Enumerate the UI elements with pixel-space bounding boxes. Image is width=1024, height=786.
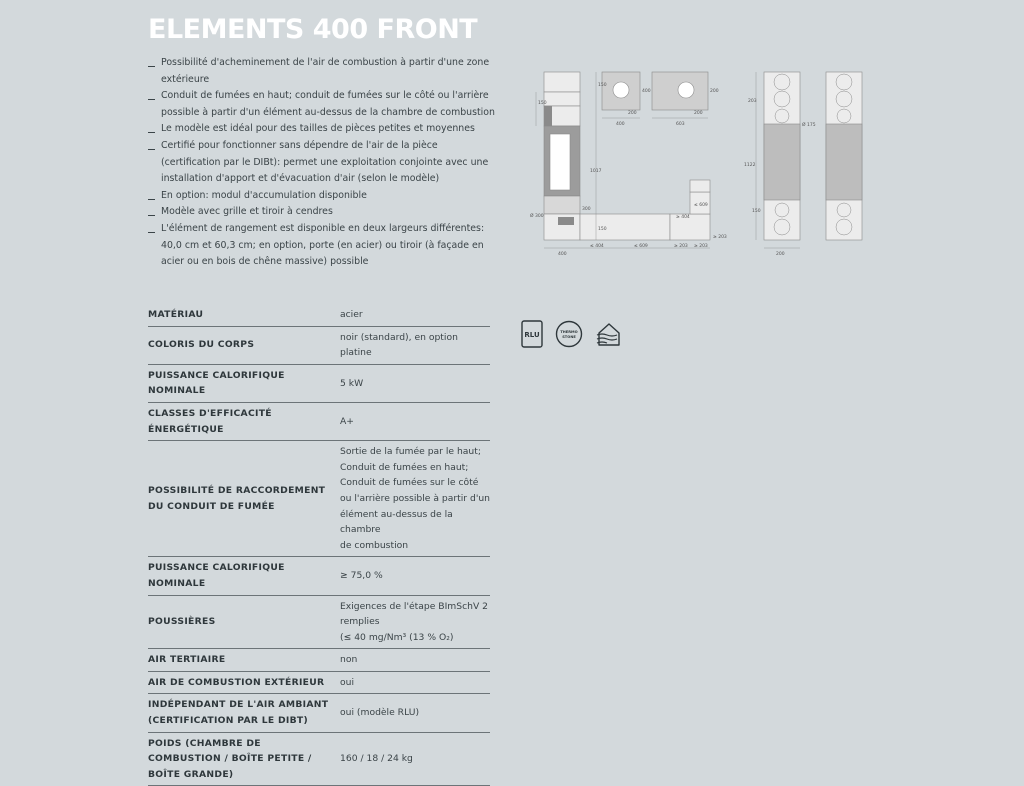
spec-table: [148, 304, 490, 786]
spec-row: [148, 732, 490, 786]
spec-label: INDÉPENDANT DE L'AIR AMBIANT (CERTIFICATION PAR LE DIBT): [148, 694, 340, 732]
dimension-label: Ø 300: [530, 214, 544, 219]
feature-item: Le modèle est idéal pour des tailles de pièces petites et moyennes: [148, 121, 498, 138]
spec-label: POUSSIÈRES: [148, 595, 340, 649]
dimension-label: 150: [598, 83, 607, 88]
dimension-label: 400: [642, 89, 651, 94]
dimension-label: 200: [776, 252, 785, 257]
spec-value: 5 kW: [340, 364, 490, 402]
svg-text:THERMO: THERMO: [560, 330, 578, 334]
dimension-label: Ø 175: [802, 123, 816, 128]
dimension-label: ≥ 203: [674, 244, 688, 249]
svg-text:STONE: STONE: [562, 335, 576, 339]
dimension-label: 200: [628, 111, 637, 116]
spec-label: MATÉRIAU: [148, 304, 340, 326]
spec-value: oui: [340, 671, 490, 694]
dimension-label: 200: [710, 89, 719, 94]
dimension-label: 1017: [590, 169, 602, 174]
thermo-stone-badge-icon: [555, 320, 583, 348]
rlu-badge-icon: [521, 320, 543, 348]
dimension-label: 300: [582, 207, 591, 212]
spec-label: POSSIBILITÉ DE RACCORDEMENT DU CONDUIT DE FUMÉE: [148, 441, 340, 557]
dimension-label: 200: [694, 111, 703, 116]
spec-value: non: [340, 649, 490, 672]
spec-value: acier: [340, 304, 490, 326]
spec-row: [148, 649, 490, 672]
spec-label: CLASSES D'EFFICACITÉ ÉNERGÉTIQUE: [148, 402, 340, 440]
dimension-label: ≥ 404: [676, 215, 690, 220]
dimension-label: ≥ 203: [694, 244, 708, 249]
spec-row: [148, 364, 490, 402]
dimension-label: 1122: [744, 163, 756, 168]
spec-label: COLORIS DU CORPS: [148, 326, 340, 364]
dimension-label: ≤ 404: [590, 244, 604, 249]
spec-label: AIR TERTIAIRE: [148, 649, 340, 672]
spec-label: PUISSANCE CALORIFIQUE NOMINALE: [148, 364, 340, 402]
feature-item: Certifié pour fonctionner sans dépendre de l'air de la pièce (certification par le DIBt): permet une exploitation conjointe avec une installation d'apport et d'évacuation d'air (selon le modèle): [148, 138, 498, 188]
dimension-label: 150: [598, 227, 607, 232]
spec-value: ≥ 75,0 %: [340, 557, 490, 595]
dimension-label: ≤ 609: [634, 244, 648, 249]
external-air-house-icon: [595, 320, 623, 348]
spec-value: oui (modèle RLU): [340, 694, 490, 732]
dimension-label: 203: [748, 99, 757, 104]
spec-label: POIDS (CHAMBRE DE COMBUSTION / BOÎTE PETITE / BOÎTE GRANDE): [148, 732, 340, 786]
feature-item: En option: modul d'accumulation disponible: [148, 188, 498, 205]
dimension-label: 150: [752, 209, 761, 214]
spec-value: 160 / 18 / 24 kg: [340, 732, 490, 786]
spec-row: [148, 557, 490, 595]
spec-value: noir (standard), en option platine: [340, 326, 490, 364]
feature-list: [148, 55, 498, 271]
dimension-drawing: [530, 62, 866, 262]
technical-drawing: [530, 62, 866, 262]
dimension-label: ≤ 609: [694, 203, 708, 208]
rlu-badge-text: RLU: [524, 331, 540, 339]
spec-value: Exigences de l'étape BImSchV 2 remplies (≤ 40 mg/Nm³ (13 % O₂): [340, 595, 490, 649]
spec-value: Sortie de la fumée par le haut; Conduit de fumées en haut; Conduit de fumées sur le côté ou l'arrière possible à partir d'un élément au-dessus de la chambre de combustion: [340, 441, 490, 557]
air-intake-pipe: [558, 217, 574, 225]
feature-item: Modèle avec grille et tiroir à cendres: [148, 204, 498, 221]
spec-label: PUISSANCE CALORIFIQUE NOMINALE: [148, 557, 340, 595]
dimension-label: 603: [676, 122, 685, 127]
dimension-label: 150: [538, 101, 547, 106]
dimension-label: 400: [616, 122, 625, 127]
spec-label: AIR DE COMBUSTION EXTÉRIEUR: [148, 671, 340, 694]
spec-row: [148, 304, 490, 326]
spec-row: [148, 402, 490, 440]
spec-row: [148, 441, 490, 557]
spec-row: [148, 671, 490, 694]
dimension-label: 400: [558, 252, 567, 257]
spec-row: [148, 595, 490, 649]
flue-pipe: [544, 106, 552, 126]
spec-value: A+: [340, 402, 490, 440]
feature-item: Conduit de fumées en haut; conduit de fumées sur le côté ou l'arrière possible à partir d'un élément au-dessus de la chambre de combustion: [148, 88, 498, 121]
feature-item: L'élément de rangement est disponible en deux largeurs différentes: 40,0 cm et 60,3 cm; en option, porte (en acier) ou tiroir (à façade en acier ou en bois de chêne massive) possible: [148, 221, 498, 271]
dimension-label: ≥ 203: [713, 235, 727, 240]
spec-row: [148, 694, 490, 732]
page-title: ELEMENTS 400 FRONT: [148, 14, 478, 45]
feature-item: Possibilité d'acheminement de l'air de combustion à partir d'une zone extérieure: [148, 55, 498, 88]
feature-icons: [521, 320, 623, 348]
spec-row: [148, 326, 490, 364]
